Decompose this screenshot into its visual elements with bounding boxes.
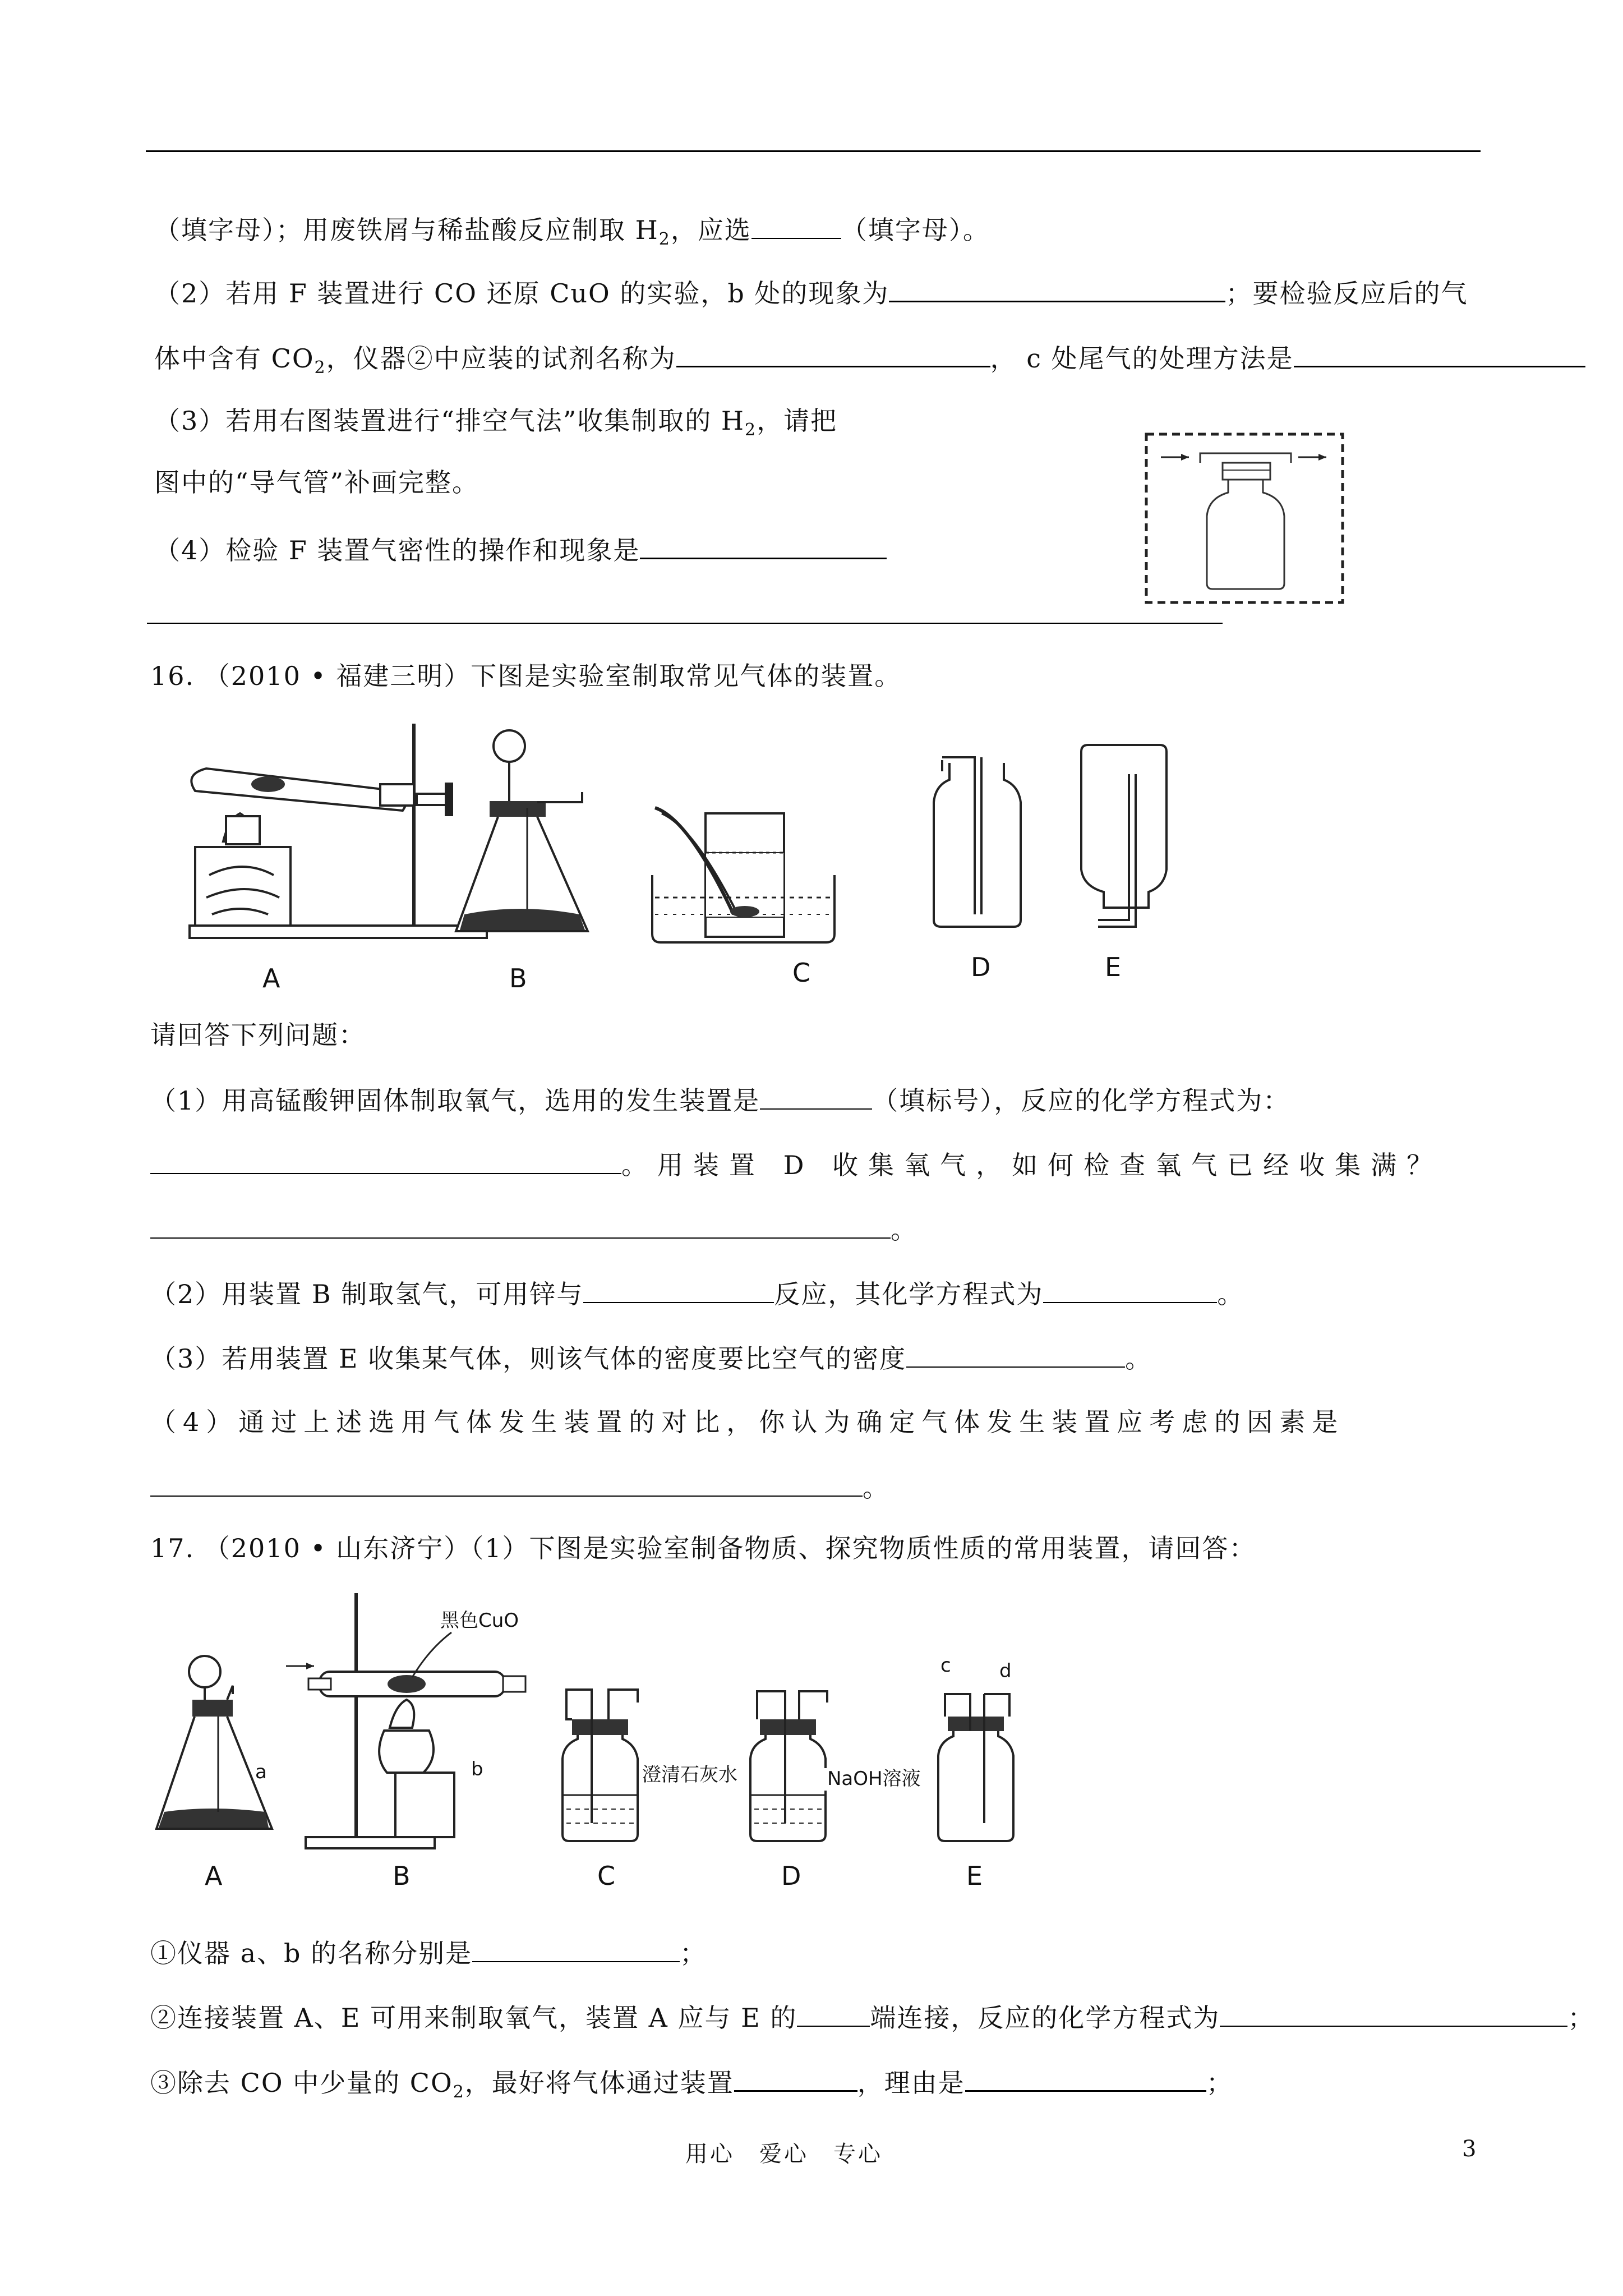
label-e: E (1105, 952, 1122, 982)
label-a-small: a (255, 1761, 267, 1783)
q16-header: 16. （2010 • 福建三明）下图是实验室制取常见气体的装置。 (150, 661, 902, 691)
header-rule (146, 150, 1481, 152)
label-d: D (971, 952, 991, 982)
label-b-small: b (471, 1758, 483, 1780)
answer-blank[interactable] (797, 2000, 870, 2027)
q15-line-1: （填字母）；用废铁屑与稀盐酸反应制取 $H_2$，应选 （填字母）。 (154, 212, 990, 256)
apparatus-a (156, 1656, 272, 1891)
label-b: B (509, 963, 527, 993)
q16-part-1-line-2: 。用装置 D 收集氧气，如何检查氧气已经收集满？ (150, 1147, 1442, 1182)
answer-blank[interactable] (760, 1083, 872, 1110)
answer-blank[interactable] (751, 212, 841, 239)
answer-blank[interactable] (734, 2064, 857, 2092)
label-a: A (262, 963, 280, 993)
q16-prompt: 请回答下列问题： (150, 1020, 366, 1050)
answer-blank[interactable] (1220, 2000, 1567, 2027)
q16-part-1-line-1: （1）用高锰酸钾固体制取氧气，选用的发生装置是 （填标号），反应的化学方程式为： (150, 1083, 1290, 1117)
label-d: D (781, 1861, 801, 1891)
answer-blank[interactable] (676, 340, 990, 367)
answer-blank[interactable] (889, 275, 1225, 302)
gas-bottle-diagram (1144, 432, 1352, 606)
apparatus-d (750, 1691, 921, 1891)
answer-blank[interactable] (583, 1276, 774, 1303)
q15-line-2: （2）若用 F 装置进行 CO 还原 CuO 的实验，b 处的现象为 ；要检验反应后的气 (154, 275, 1468, 310)
answer-blank[interactable] (640, 532, 887, 559)
q17-sub-1: ①仪器 a、b 的名称分别是 ； (150, 1935, 707, 1970)
apparatus-d (934, 757, 1021, 982)
answer-blank[interactable] (906, 1341, 1125, 1368)
apparatus-e (1081, 745, 1166, 982)
apparatus-c (562, 1690, 737, 1891)
label-b: B (393, 1861, 411, 1891)
page-number: 3 (1462, 2136, 1479, 2162)
answer-blank[interactable] (150, 1212, 891, 1239)
q16-part-4-line-1: （4）通过上述选用气体发生装置的对比，你认为确定气体发生装置应考虑的因素是 (150, 1407, 1345, 1437)
q17-header: 17. （2010 • 山东济宁）（1）下图是实验室制备物质、探究物质性质的常用装置，请回答： (150, 1533, 1256, 1563)
label-d-small: d (999, 1660, 1012, 1682)
apparatus-e (938, 1654, 1013, 1891)
naoh-label: NaOH溶液 (827, 1768, 921, 1790)
q16-part-4-line-2: 。 (150, 1470, 889, 1504)
q15-line-6: （4）检验 F 装置气密性的操作和现象是 (154, 532, 887, 567)
label-a: A (205, 1861, 223, 1891)
apparatus-a (190, 724, 487, 993)
q15-line-5: 图中的“导气管”补画完整。 (154, 467, 479, 498)
answer-blank[interactable] (150, 1470, 863, 1497)
q16-part-1-line-3: 。 (150, 1212, 917, 1246)
q16-part-2: （2）用装置 B 制取氢气，可用锌与 反应，其化学方程式为 。 (150, 1276, 1244, 1311)
q15-line-3: 体中含有 $CO_2$，仪器②中应装的试剂名称为 ， c 处尾气的处理方法是 (154, 340, 1585, 385)
cuo-label: 黑色CuO (440, 1609, 519, 1632)
q17-sub-3: ③除去 CO 中少量的 $CO_2$，最好将气体通过装置 ，理由是 ； (150, 2064, 1233, 2109)
q15-answer-line (147, 623, 1223, 624)
apparatus-b (286, 1593, 525, 1891)
label-c-small: c (940, 1654, 951, 1677)
apparatus-c (652, 808, 834, 988)
q15-line-4: （3）若用右图装置进行“排空气法”收集制取的 $H_2$，请把 (154, 406, 838, 440)
limewater-label: 澄清石灰水 (642, 1764, 737, 1786)
q16-part-3: （3）若用装置 E 收集某气体，则该气体的密度要比空气的密度 。 (150, 1341, 1152, 1375)
answer-blank[interactable] (150, 1147, 621, 1174)
label-c: C (792, 958, 811, 988)
answer-blank[interactable] (965, 2064, 1206, 2092)
label-e: E (966, 1861, 983, 1891)
answer-blank[interactable] (1043, 1276, 1217, 1303)
answer-blank[interactable] (1294, 340, 1585, 367)
q17-apparatus-figure (149, 1588, 1102, 1902)
q17-sub-2: ②连接装置 A、E 可用来制取氧气，装置 A 应与 E 的 端连接，反应的化学方程式为 ； (150, 2000, 1594, 2035)
label-c: C (597, 1861, 616, 1891)
answer-blank[interactable] (472, 1935, 680, 1962)
apparatus-b (456, 730, 588, 993)
footer-center: 用心 爱心 专心 (685, 2141, 883, 2167)
q16-apparatus-figure (150, 718, 1193, 999)
